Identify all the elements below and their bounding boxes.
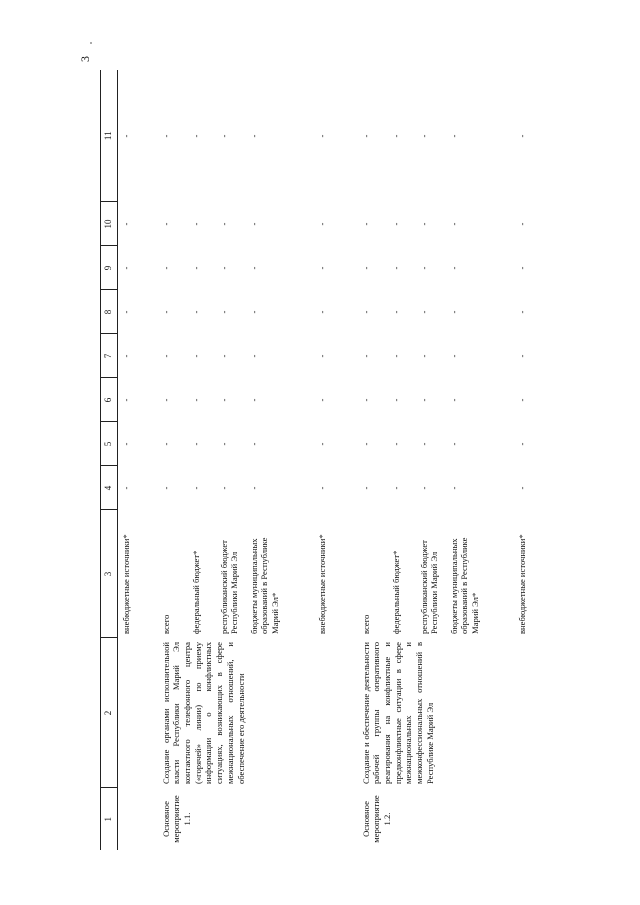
cell-value: -	[190, 266, 201, 270]
cell-value: -	[316, 310, 327, 314]
cell-value: -	[418, 354, 429, 358]
cell-value: -	[390, 486, 401, 490]
cell-value: -	[160, 354, 171, 358]
cell-value: -	[121, 266, 131, 270]
cell-description	[118, 638, 158, 788]
cell-value: -	[316, 134, 327, 138]
cell-source: федеральный бюджет*	[190, 550, 201, 634]
cell-value: -	[360, 222, 371, 226]
column-header-4: 4	[101, 466, 118, 510]
cell-value: -	[448, 310, 459, 314]
cell-value: -	[121, 442, 131, 446]
cell-value: -	[516, 398, 527, 402]
table-row	[158, 70, 188, 850]
cell-description	[514, 638, 558, 788]
document-sheet	[100, 70, 527, 850]
cell-value: -	[190, 354, 201, 358]
cell-value: -	[390, 266, 401, 270]
column-header-11: 11	[101, 70, 118, 202]
table-row	[358, 70, 388, 850]
cell-value: -	[360, 442, 371, 446]
cell-value: -	[316, 222, 327, 226]
cell-source: внебюджетные источники*	[121, 534, 131, 634]
cell-value: -	[218, 486, 229, 490]
cell-value: -	[218, 134, 229, 138]
cell-source: республиканский бюджет Республики Марий Эл	[418, 540, 440, 634]
cell-value: -	[418, 310, 429, 314]
cell-value: -	[248, 442, 259, 446]
cell-value: -	[418, 486, 429, 490]
column-header-7: 7	[101, 334, 118, 378]
cell-value: -	[516, 310, 527, 314]
cell-value: -	[218, 442, 229, 446]
cell-value: -	[160, 486, 171, 490]
cell-source: всего	[160, 614, 171, 634]
cell-value: -	[390, 442, 401, 446]
cell-value: -	[360, 310, 371, 314]
cell-value: -	[390, 354, 401, 358]
cell-value: -	[418, 134, 429, 138]
cell-value: -	[418, 266, 429, 270]
cell-value: -	[516, 222, 527, 226]
cell-value: -	[360, 486, 371, 490]
cell-value: -	[448, 398, 459, 402]
cell-source: бюджеты муниципальных образований в Республике Марий Эл*	[248, 537, 280, 634]
cell-source: внебюджетные источники*	[316, 534, 327, 634]
cell-description	[314, 638, 358, 788]
group-description: Создание органами исполнительной власти Республики Марий Эл контактного телефонного центра («горячей» линии) по приему информации о конфликтных ситуациях, возникающих в сфере межнациональных отношений, и обеспечение его деятельности	[160, 642, 246, 784]
table-row	[118, 70, 158, 850]
column-header-3: 3	[101, 510, 118, 638]
cell-value: -	[190, 398, 201, 402]
cell-value: -	[448, 134, 459, 138]
margin-dot	[90, 42, 92, 44]
column-header-5: 5	[101, 422, 118, 466]
cell-value: -	[360, 266, 371, 270]
cell-value: -	[248, 266, 259, 270]
cell-value: -	[121, 310, 131, 314]
header-row	[101, 70, 118, 850]
cell-value: -	[516, 486, 527, 490]
cell-value: -	[390, 222, 401, 226]
cell-value: -	[360, 354, 371, 358]
cell-value: -	[190, 486, 201, 490]
cell-value: -	[316, 442, 327, 446]
cell-value: -	[418, 442, 429, 446]
column-header-9: 9	[101, 246, 118, 290]
cell-value: -	[248, 486, 259, 490]
cell-value: -	[160, 442, 171, 446]
cell-value: -	[218, 266, 229, 270]
cell-value: -	[248, 354, 259, 358]
group-label: Основное мероприятие 1.1.	[160, 795, 192, 843]
cell-value: -	[418, 398, 429, 402]
cell-value: -	[516, 354, 527, 358]
cell-value: -	[190, 310, 201, 314]
group-label: Основное мероприятие 1.2.	[360, 795, 392, 843]
cell-value: -	[316, 398, 327, 402]
cell-source: всего	[360, 614, 371, 634]
cell-source: бюджеты муниципальных образований в Республике Марий Эл*	[448, 537, 480, 634]
cell-value: -	[516, 134, 527, 138]
cell-value: -	[190, 134, 201, 138]
cell-value: -	[121, 354, 131, 358]
cell-source: республиканский бюджет Республики Марий Эл	[218, 540, 240, 634]
cell-value: -	[448, 486, 459, 490]
cell-value: -	[160, 134, 171, 138]
cell-value: -	[121, 222, 131, 226]
cell-source: внебюджетные источники*	[516, 534, 527, 634]
cell-value: -	[218, 354, 229, 358]
cell-value: -	[516, 442, 527, 446]
group-description: Создание и обеспечение деятельности рабочей группы оперативного реагирования на конфликтные и предконфликтные ситуации в сфере межнациональных и межконфессиональных отношений в Республике Марий Эл	[360, 642, 435, 784]
column-header-1: 1	[101, 788, 118, 850]
cell-value: -	[360, 134, 371, 138]
cell-value: -	[418, 222, 429, 226]
cell-value: -	[390, 398, 401, 402]
cell-value: -	[160, 310, 171, 314]
cell-value: -	[218, 310, 229, 314]
cell-value: -	[448, 354, 459, 358]
cell-value: -	[218, 398, 229, 402]
cell-source: федеральный бюджет*	[390, 550, 401, 634]
cell-value: -	[448, 442, 459, 446]
cell-value: -	[218, 222, 229, 226]
table-row	[514, 70, 558, 850]
cell-label	[314, 788, 358, 850]
cell-value: -	[190, 222, 201, 226]
cell-value: -	[248, 134, 259, 138]
cell-value: -	[248, 310, 259, 314]
cell-value: -	[316, 266, 327, 270]
table-body	[118, 70, 558, 850]
table-row	[314, 70, 358, 850]
cell-value: -	[248, 398, 259, 402]
column-header-2: 2	[101, 638, 118, 788]
table-header	[101, 70, 118, 850]
cell-label	[118, 788, 158, 850]
cell-label	[514, 788, 558, 850]
cell-value: -	[121, 134, 131, 138]
budget-table	[100, 70, 558, 850]
cell-value: -	[390, 310, 401, 314]
cell-value: -	[448, 222, 459, 226]
cell-value: -	[390, 134, 401, 138]
cell-value: -	[160, 222, 171, 226]
cell-value: -	[190, 442, 201, 446]
cell-value: -	[160, 398, 171, 402]
cell-value: -	[121, 486, 131, 490]
cell-value: -	[360, 398, 371, 402]
cell-value: -	[160, 266, 171, 270]
cell-value: -	[248, 222, 259, 226]
page-number: 3	[78, 56, 92, 62]
column-header-8: 8	[101, 290, 118, 334]
cell-value: -	[448, 266, 459, 270]
cell-value: -	[316, 354, 327, 358]
column-header-10: 10	[101, 202, 118, 246]
cell-value: -	[316, 486, 327, 490]
cell-value: -	[121, 398, 131, 402]
column-header-6: 6	[101, 378, 118, 422]
cell-value: -	[516, 266, 527, 270]
